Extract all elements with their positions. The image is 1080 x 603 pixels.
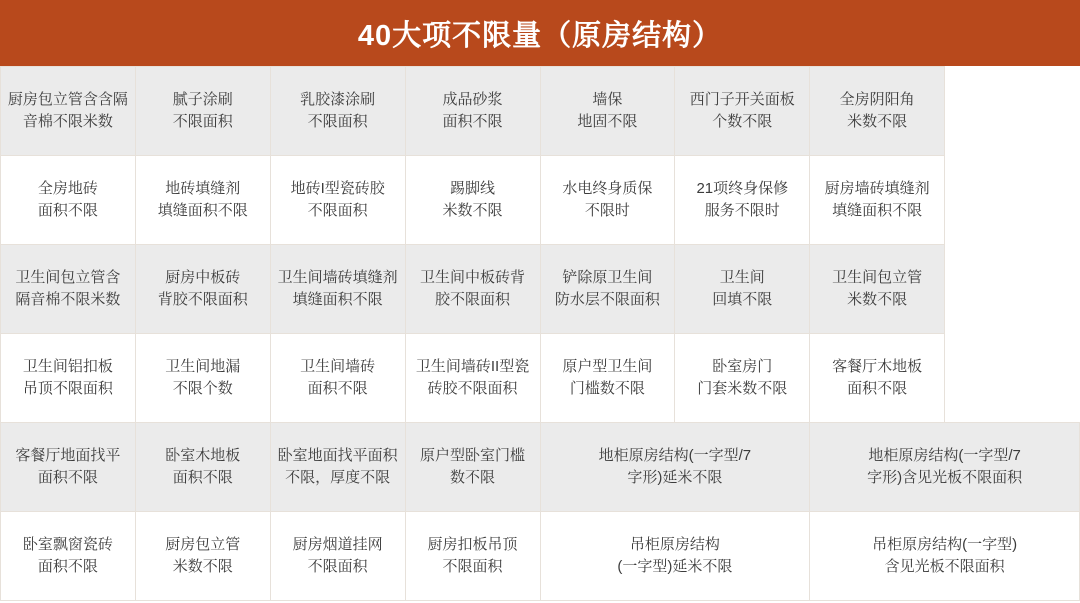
table-cell — [675, 334, 810, 423]
cell-line: 乳胶漆涂刷 — [300, 90, 376, 108]
table-cell — [810, 512, 1080, 601]
table-cell — [540, 67, 675, 156]
cell-line: 不限个数 — [172, 380, 233, 397]
cell-line: 米数不限 — [847, 291, 908, 308]
table-cell — [675, 156, 810, 245]
table-cell — [135, 423, 270, 512]
table-cell — [135, 512, 270, 601]
cell-line: 填缝面积不限 — [157, 202, 248, 219]
table-cell — [540, 423, 810, 512]
cell-line: 卫生间墙砖II型瓷 — [415, 357, 530, 375]
cell-line: 面积不限 — [37, 558, 98, 575]
cell-line: 全房地砖 — [37, 179, 98, 197]
cell-line: 不限面积 — [307, 558, 368, 575]
table-cell — [675, 67, 810, 156]
page-title-text: 40大项不限量（原房结构） — [357, 19, 723, 52]
table-cell — [540, 334, 675, 423]
cell-line: 数不限 — [450, 469, 496, 486]
cell-line: 不限面积 — [172, 113, 233, 130]
cell-line: 面积不限 — [442, 113, 503, 130]
cell-line: 厨房墙砖填缝剂 — [824, 179, 930, 197]
cell-line: 地固不限 — [577, 113, 638, 130]
cell-line: 服务不限时 — [704, 202, 780, 219]
cell-line: 不限面积 — [307, 113, 368, 130]
table-cell — [810, 334, 945, 423]
cell-line: 原户型卧室门槛 — [420, 446, 526, 464]
cell-line: 客餐厅地面找平 — [15, 446, 121, 464]
table-cell — [270, 67, 405, 156]
cell-line: 填缝面积不限 — [832, 202, 923, 219]
table-cell — [270, 423, 405, 512]
items-table-body — [1, 67, 1080, 601]
cell-line: 厨房包立管含含隔 — [7, 90, 128, 108]
cell-line: 卫生间中板砖背 — [420, 268, 526, 286]
cell-line: 吊柜原房结构(一字型) — [872, 535, 1018, 553]
cell-line: 水电终身质保 — [562, 179, 653, 197]
cell-line: 地砖I型瓷砖胶 — [290, 179, 385, 197]
cell-line: 门槛数不限 — [569, 380, 645, 397]
table-cell — [405, 156, 540, 245]
table-cell — [135, 156, 270, 245]
table-cell — [1, 245, 136, 334]
cell-line: 21项终身保修 — [696, 179, 789, 197]
cell-line: 地柜原房结构(一字型/7 — [868, 446, 1021, 464]
cell-line: 卧室地面找平面积 — [277, 446, 398, 464]
table-row — [1, 512, 1080, 601]
cell-line: 胶不限面积 — [435, 291, 511, 308]
cell-line: 厨房中板砖 — [165, 268, 241, 286]
table-cell — [405, 245, 540, 334]
cell-line: 隔音棉不限米数 — [15, 291, 121, 308]
cell-line: 成品砂浆 — [442, 90, 503, 108]
cell-line: 卫生间 — [719, 268, 765, 286]
cell-line: 卫生间铝扣板 — [22, 357, 113, 375]
cell-line: 厨房烟道挂网 — [292, 535, 383, 553]
cell-line: 卧室木地板 — [165, 446, 241, 464]
cell-line: 踢脚线 — [450, 179, 496, 197]
table-cell — [810, 67, 945, 156]
cell-line: 卫生间墙砖填缝剂 — [277, 268, 398, 286]
table-row — [1, 245, 1080, 334]
table-cell — [405, 423, 540, 512]
cell-line: 字形)含见光板不限面积 — [867, 469, 1023, 486]
table-cell — [270, 334, 405, 423]
cell-line: 米数不限 — [847, 113, 908, 130]
cell-line: 面积不限 — [172, 469, 233, 486]
table-cell — [270, 245, 405, 334]
cell-line: 原户型卫生间 — [562, 357, 653, 375]
table-cell — [1, 512, 136, 601]
cell-line: 铲除原卫生间 — [562, 268, 653, 286]
cell-line: 字形)延米不限 — [627, 469, 723, 486]
cell-line: 腻子涂刷 — [172, 90, 233, 108]
cell-line: 厨房包立管 — [165, 535, 241, 553]
cell-line: 厨房扣板吊顶 — [427, 535, 518, 553]
cell-line: 客餐厅木地板 — [832, 357, 923, 375]
cell-line: 西门子开关面板 — [689, 90, 795, 108]
table-cell — [135, 334, 270, 423]
table-cell — [1, 423, 136, 512]
cell-line: 全房阴阳角 — [839, 90, 915, 108]
cell-line: 地砖填缝剂 — [165, 179, 241, 197]
table-cell — [810, 245, 945, 334]
table-cell — [1, 334, 136, 423]
cell-line: 含见光板不限面积 — [884, 558, 1005, 575]
page-title — [0, 0, 1080, 66]
table-cell — [540, 245, 675, 334]
cell-line: 回填不限 — [712, 291, 773, 308]
table-cell — [405, 334, 540, 423]
table-cell — [540, 156, 675, 245]
cell-line: 不限，厚度不限 — [285, 469, 391, 486]
table-cell — [270, 156, 405, 245]
cell-line: 面积不限 — [847, 380, 908, 397]
cell-line: 米数不限 — [172, 558, 233, 575]
cell-line: 不限面积 — [442, 558, 503, 575]
table-row — [1, 156, 1080, 245]
table-row — [1, 423, 1080, 512]
cell-line: 防水层不限面积 — [554, 291, 660, 308]
cell-line: 卫生间墙砖 — [300, 357, 376, 375]
cell-line: 吊柜原房结构 — [629, 535, 720, 553]
table-cell — [405, 512, 540, 601]
cell-line: 填缝面积不限 — [292, 291, 383, 308]
cell-line: 个数不限 — [712, 113, 773, 130]
table-cell — [405, 67, 540, 156]
table-cell — [135, 245, 270, 334]
table-cell — [270, 512, 405, 601]
table-cell — [1, 67, 136, 156]
cell-line: 面积不限 — [37, 469, 98, 486]
cell-line: 门套米数不限 — [697, 380, 788, 397]
table-row — [1, 67, 1080, 156]
cell-line: 不限时 — [584, 202, 630, 219]
cell-line: 卫生间地漏 — [165, 357, 241, 375]
items-table — [0, 66, 1080, 601]
table-cell — [675, 245, 810, 334]
cell-line: 背胶不限面积 — [157, 291, 248, 308]
table-cell — [810, 156, 945, 245]
cell-line: 卫生间包立管 — [832, 268, 923, 286]
table-row — [1, 334, 1080, 423]
table-cell — [135, 67, 270, 156]
cell-line: 墙保 — [592, 90, 623, 108]
table-cell — [540, 512, 810, 601]
cell-line: 面积不限 — [307, 380, 368, 397]
cell-line: 音棉不限米数 — [22, 113, 113, 130]
cell-line: 砖胶不限面积 — [427, 380, 518, 397]
cell-line: 面积不限 — [37, 202, 98, 219]
cell-line: 卧室飘窗瓷砖 — [22, 535, 113, 553]
cell-line: 卧室房门 — [712, 357, 773, 375]
table-cell — [1, 156, 136, 245]
cell-line: 地柜原房结构(一字型/7 — [598, 446, 752, 464]
table-cell — [810, 423, 1080, 512]
cell-line: 不限面积 — [307, 202, 368, 219]
cell-line: (一字型)延米不限 — [617, 558, 733, 575]
cell-line: 吊顶不限面积 — [22, 380, 113, 397]
cell-line: 卫生间包立管含 — [15, 268, 121, 286]
cell-line: 米数不限 — [442, 202, 503, 219]
